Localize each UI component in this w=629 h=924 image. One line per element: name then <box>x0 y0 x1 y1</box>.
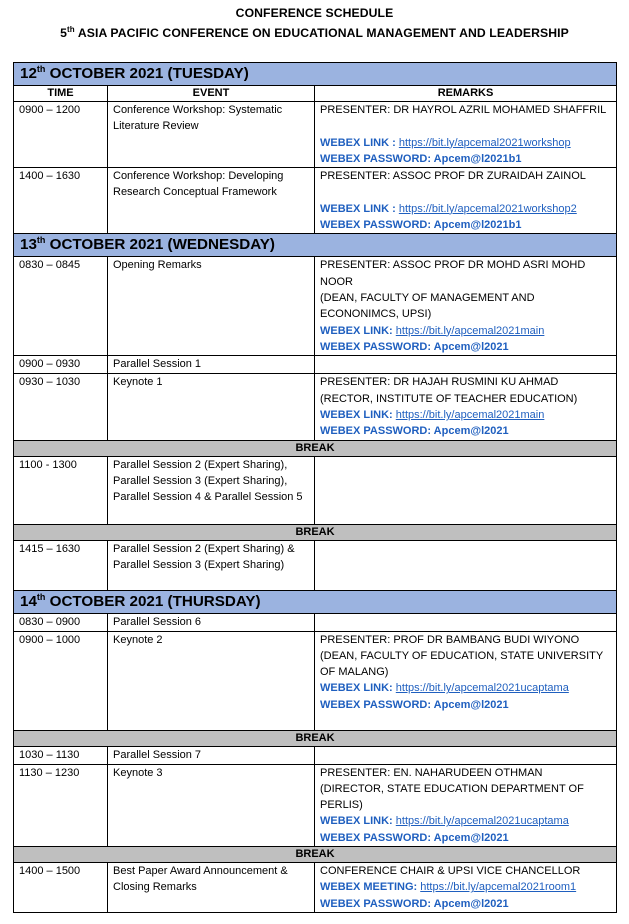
remarks-cell <box>315 540 617 590</box>
event-cell: Best Paper Award Announcement & Closing Remarks <box>108 863 315 913</box>
webex-link-label: WEBEX MEETING: <box>320 881 421 894</box>
column-header-remarks: REMARKS <box>315 86 617 102</box>
day-header <box>14 590 617 613</box>
webex-password: WEBEX PASSWORD: Apcem@l2021b1 <box>320 219 522 232</box>
remarks-cell <box>315 613 617 631</box>
webex-link-label: WEBEX LINK: <box>320 324 396 337</box>
event-cell: Keynote 3 <box>108 764 315 846</box>
day-superscript: th <box>36 591 46 602</box>
table-row <box>14 456 617 524</box>
table-row <box>14 764 617 846</box>
time-cell: 0900 – 0930 <box>14 356 108 374</box>
day-number: 12 <box>20 65 37 82</box>
time-cell: 0930 – 1030 <box>14 374 108 440</box>
day-header <box>14 234 617 257</box>
remarks-cell <box>315 168 617 234</box>
event-cell: Conference Workshop: Developing Research Conceptual Framework <box>108 168 315 234</box>
day-superscript: th <box>36 235 46 246</box>
day-header-row <box>14 590 617 613</box>
webex-link[interactable]: https://bit.ly/apcemal2021room1 <box>420 881 577 894</box>
presenter-org: (DEAN, FACULTY OF MANAGEMENT AND ECONONIMCS, UPSI) <box>320 291 535 321</box>
remarks-cell <box>315 102 617 168</box>
subtitle-number: 5 <box>60 26 68 40</box>
time-cell: 1100 - 1300 <box>14 456 108 524</box>
presenter-org: (RECTOR, INSTITUTE OF TEACHER EDUCATION) <box>320 392 578 405</box>
break-row <box>14 524 617 540</box>
table-row <box>14 257 617 356</box>
webex-password: WEBEX PASSWORD: Apcem@l2021 <box>320 425 509 438</box>
day-superscript: th <box>36 63 46 74</box>
webex-link[interactable]: https://bit.ly/apcemal2021ucaptama <box>395 815 569 828</box>
time-cell: 0830 – 0900 <box>14 613 108 631</box>
table-row <box>14 613 617 631</box>
webex-password: WEBEX PASSWORD: Apcem@l2021 <box>320 831 509 844</box>
time-cell: 1130 – 1230 <box>14 764 108 846</box>
webex-link-label: WEBEX LINK: <box>320 815 396 828</box>
page-title: CONFERENCE SCHEDULE <box>235 6 394 20</box>
event-cell: Parallel Session 7 <box>108 746 315 764</box>
event-cell: Keynote 1 <box>108 374 315 440</box>
table-row <box>14 374 617 440</box>
break-row <box>14 730 617 746</box>
presenter-text: PRESENTER: ASSOC PROF DR ZURAIDAH ZAINOL <box>320 170 586 183</box>
time-cell: 0900 – 1200 <box>14 102 108 168</box>
table-row <box>14 356 617 374</box>
presenter-text: PRESENTER: ASSOC PROF DR MOHD ASRI MOHD NOOR <box>320 259 586 288</box>
remarks-cell <box>315 257 617 356</box>
table-row <box>14 631 617 730</box>
table-row <box>14 540 617 590</box>
webex-password: WEBEX PASSWORD: Apcem@l2021 <box>320 340 509 353</box>
webex-link[interactable]: https://bit.ly/apcemal2021main <box>395 324 545 337</box>
webex-link-label: WEBEX LINK : <box>320 136 399 149</box>
break-label: BREAK <box>14 847 617 863</box>
day-header-row <box>14 63 617 86</box>
table-row <box>14 746 617 764</box>
column-header-event: EVENT <box>108 86 315 102</box>
subtitle-superscript: th <box>67 24 75 34</box>
remarks-cell <box>315 631 617 730</box>
presenter-text: PRESENTER: PROF DR BAMBANG BUDI WIYONO <box>320 633 580 646</box>
presenter-text: CONFERENCE CHAIR & UPSI VICE CHANCELLOR <box>320 865 581 878</box>
webex-link-label: WEBEX LINK: <box>320 408 396 421</box>
time-cell: 1030 – 1130 <box>14 746 108 764</box>
remarks-cell <box>315 764 617 846</box>
time-cell: 1400 – 1630 <box>14 168 108 234</box>
remarks-cell <box>315 746 617 764</box>
page-subtitle <box>0 26 629 40</box>
presenter-org: (DIRECTOR, STATE EDUCATION DEPARTMENT OF PERLIS) <box>320 782 584 812</box>
table-row <box>14 102 617 168</box>
day-number: 14 <box>20 592 37 610</box>
presenter-org: (DEAN, FACULTY OF EDUCATION, STATE UNIVERSITY OF MALANG) <box>320 649 603 679</box>
webex-link-label: WEBEX LINK : <box>320 202 399 215</box>
webex-password: WEBEX PASSWORD: Apcem@l2021 <box>320 698 509 711</box>
column-header-row <box>14 86 617 102</box>
presenter-text: PRESENTER: DR HAJAH RUSMINI KU AHMAD <box>320 376 559 389</box>
break-label: BREAK <box>14 730 617 746</box>
event-cell: Keynote 2 <box>108 631 315 730</box>
event-cell: Parallel Session 2 (Expert Sharing) & Parallel Session 3 (Expert Sharing) <box>108 540 315 590</box>
schedule-table <box>13 62 617 913</box>
remarks-cell <box>315 356 617 374</box>
day-number: 13 <box>20 236 37 254</box>
remarks-cell <box>315 456 617 524</box>
subtitle-text: ASIA PACIFIC CONFERENCE ON EDUCATIONAL MANAGEMENT AND LEADERSHIP <box>74 26 569 40</box>
webex-link[interactable]: https://bit.ly/apcemal2021ucaptama <box>395 682 569 695</box>
day-header <box>14 63 617 86</box>
day-text: OCTOBER 2021 (THURSDAY) <box>45 592 261 610</box>
day-text: OCTOBER 2021 (WEDNESDAY) <box>45 236 275 254</box>
event-cell: Parallel Session 6 <box>108 613 315 631</box>
break-row <box>14 440 617 456</box>
table-row <box>14 863 617 913</box>
event-cell: Opening Remarks <box>108 257 315 356</box>
event-cell: Parallel Session 1 <box>108 356 315 374</box>
presenter-text: PRESENTER: DR HAYROL AZRIL MOHAMED SHAFFRIL <box>320 104 607 116</box>
column-header-time: TIME <box>14 86 108 102</box>
break-label: BREAK <box>14 524 617 540</box>
webex-password: WEBEX PASSWORD: Apcem@l2021 <box>320 897 509 910</box>
remarks-cell <box>315 863 617 913</box>
table-row <box>14 168 617 234</box>
event-cell: Parallel Session 2 (Expert Sharing), Parallel Session 3 (Expert Sharing), Parallel Session 4 & Parallel Session 5 <box>108 456 315 524</box>
time-cell: 0900 – 1000 <box>14 631 108 730</box>
time-cell: 1400 – 1500 <box>14 863 108 913</box>
presenter-text: PRESENTER: EN. NAHARUDEEN OTHMAN <box>320 766 543 779</box>
time-cell: 0830 – 0845 <box>14 257 108 356</box>
webex-password: WEBEX PASSWORD: Apcem@l2021b1 <box>320 152 522 165</box>
webex-link-label: WEBEX LINK: <box>320 682 396 695</box>
webex-link[interactable]: https://bit.ly/apcemal2021main <box>395 408 545 421</box>
webex-link[interactable]: https://bit.ly/apcemal2021workshop2 <box>398 202 577 215</box>
day-text: OCTOBER 2021 (TUESDAY) <box>45 65 249 82</box>
webex-link[interactable]: https://bit.ly/apcemal2021workshop <box>398 136 571 149</box>
break-label: BREAK <box>14 440 617 456</box>
time-cell: 1415 – 1630 <box>14 540 108 590</box>
day-header-row <box>14 234 617 257</box>
break-row <box>14 847 617 863</box>
event-cell: Conference Workshop: Systematic Literature Review <box>108 102 315 168</box>
remarks-cell <box>315 374 617 440</box>
